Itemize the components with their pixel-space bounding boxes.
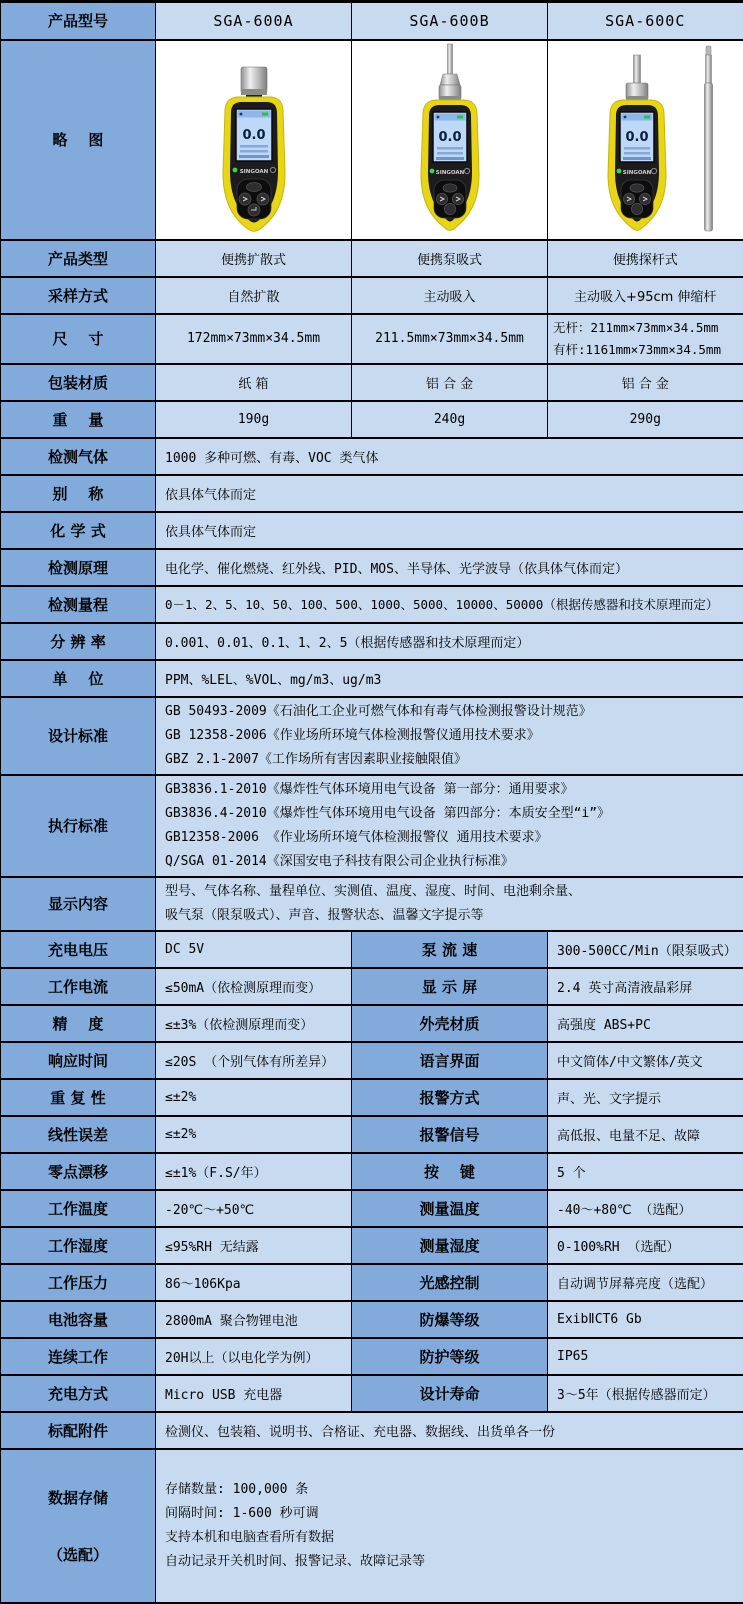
row-label: 连续工作 xyxy=(1,1338,156,1375)
spec-value: 172mm×73mm×34.5mm xyxy=(156,314,352,364)
row-label: 显示内容 xyxy=(1,877,156,931)
row-label: 分 辨 率 xyxy=(1,623,156,660)
spec-value: 2800mA 聚合物锂电池 xyxy=(156,1301,352,1338)
row-label: 零点漂移 xyxy=(1,1153,156,1190)
standard-line: GB 12358-2006《作业场所环境气体检测报警仪通用技术要求》 xyxy=(165,724,734,748)
row-label: 响应时间 xyxy=(1,1042,156,1079)
spec-value: 声、光、文字提示 xyxy=(548,1079,743,1116)
row-label: 测量湿度 xyxy=(352,1227,548,1264)
row-label: 工作电流 xyxy=(1,968,156,1005)
row-label: 检测量程 xyxy=(1,586,156,623)
row-detection-range xyxy=(1,586,743,623)
row-label: 泵 流 速 xyxy=(352,931,548,968)
spec-value xyxy=(156,697,743,775)
row-weight xyxy=(1,401,743,438)
spec-value: 自然扩散 xyxy=(156,277,352,314)
spec-value: PPM、%LEL、%VOL、mg/m3、ug/m3 xyxy=(156,660,743,697)
header-row xyxy=(1,2,743,40)
spec-value: 5 个 xyxy=(548,1153,743,1190)
row-label: 工作湿度 xyxy=(1,1227,156,1264)
device-image-cell-c xyxy=(548,40,743,240)
spec-value: 3～5年（根据传感器而定） xyxy=(548,1375,743,1412)
spec-value: 依具体气体而定 xyxy=(156,475,743,512)
device-screen xyxy=(620,112,654,162)
spec-value: 211.5mm×73mm×34.5mm xyxy=(352,314,548,364)
device-image-cell-b xyxy=(352,40,548,240)
row-label: 单 位 xyxy=(1,660,156,697)
row-executive-standard xyxy=(1,775,743,877)
spec-value: 自动调节屏幕亮度（选配） xyxy=(548,1264,743,1301)
standard-line: GB3836.1-2010《爆炸性气体环境用电气设备 第一部分：通用要求》 xyxy=(165,778,734,802)
storage-line: 存储数量: 100,000 条 xyxy=(165,1478,734,1502)
spec-value: ≤50mA（依检测原理而变） xyxy=(156,968,352,1005)
screen-reading: 0.0 xyxy=(625,130,648,145)
row-label: 电池容量 xyxy=(1,1301,156,1338)
spec-value: 240g xyxy=(352,401,548,438)
row-label: 外壳材质 xyxy=(352,1005,548,1042)
row-working-humidity-measure-humidity xyxy=(1,1227,743,1264)
spec-value: 主动吸入+95cm 伸缩杆 xyxy=(548,277,743,314)
brand-label: SINGOAN xyxy=(623,170,652,176)
spec-value: ≤±1%（F.S/年） xyxy=(156,1153,352,1190)
row-repeatability-alarm-mode xyxy=(1,1079,743,1116)
spec-value: DC 5V xyxy=(156,931,352,968)
display-line: 型号、气体名称、量程单位、实测值、温度、湿度、时间、电池剩余量、 xyxy=(165,880,734,904)
row-resolution xyxy=(1,623,743,660)
led-indicator xyxy=(233,167,238,172)
dimension-line: 有杆:1161mm×73mm×34.5mm xyxy=(553,339,738,361)
spec-value: 1000 多种可燃、有毒、VOC 类气体 xyxy=(156,438,743,475)
spec-value: 中文简体/中文繁体/英文 xyxy=(548,1042,743,1079)
row-data-storage xyxy=(1,1449,743,1603)
spec-value: ≤±2% xyxy=(156,1116,352,1153)
pump-probe xyxy=(439,44,461,100)
spec-value: 高强度 ABS+PC xyxy=(548,1005,743,1042)
row-label: 设计标准 xyxy=(1,697,156,775)
row-label: 标配附件 xyxy=(1,1412,156,1449)
row-label: 设计寿命 xyxy=(352,1375,548,1412)
row-alias xyxy=(1,475,743,512)
row-battery-explosion-rating xyxy=(1,1301,743,1338)
brand-label: SINGOAN xyxy=(436,170,465,176)
row-label: 充电电压 xyxy=(1,931,156,968)
spec-value: 主动吸入 xyxy=(352,277,548,314)
spec-value: 86～106Kpa xyxy=(156,1264,352,1301)
row-unit xyxy=(1,660,743,697)
row-label: 防护等级 xyxy=(352,1338,548,1375)
storage-line: 支持本机和电脑查看所有数据 xyxy=(165,1526,734,1550)
row-zero-drift-buttons xyxy=(1,1153,743,1190)
row-detection-principle xyxy=(1,549,743,586)
spec-value: 0-100%RH （选配） xyxy=(548,1227,743,1264)
spec-value: 便携探杆式 xyxy=(548,240,743,277)
row-label: 别 称 xyxy=(1,475,156,512)
spec-value: 300-500CC/Min（限泵吸式） xyxy=(548,931,743,968)
row-detected-gases xyxy=(1,438,743,475)
row-label: 防爆等级 xyxy=(352,1301,548,1338)
row-accuracy-housing xyxy=(1,1005,743,1042)
spec-value: ExibⅡCT6 Gb xyxy=(548,1301,743,1338)
sensor-cap xyxy=(241,67,267,100)
model-name-sga600b: SGA-600B xyxy=(352,2,548,40)
row-label: 充电方式 xyxy=(1,1375,156,1412)
spec-value: ≤95%RH 无结露 xyxy=(156,1227,352,1264)
spec-value: 依具体气体而定 xyxy=(156,512,743,549)
row-accessories xyxy=(1,1412,743,1449)
spec-value: 铝 合 金 xyxy=(548,364,743,401)
pump-probe xyxy=(626,55,648,100)
model-name-sga600c: SGA-600C xyxy=(548,2,743,40)
row-label: 重 复 性 xyxy=(1,1079,156,1116)
spec-value: ≤±2% xyxy=(156,1079,352,1116)
spec-value: -40～+80℃ （选配） xyxy=(548,1190,743,1227)
spec-value: 2.4 英寸高清液晶彩屏 xyxy=(548,968,743,1005)
row-label: 检测气体 xyxy=(1,438,156,475)
standard-line: GB3836.4-2010《爆炸性气体环境用电气设备 第四部分：本质安全型“i”》 xyxy=(165,802,734,826)
sketch-label: 略 图 xyxy=(1,40,156,240)
display-line: 吸气泵（限泵吸式）、声音、报警状态、温馨文字提示等 xyxy=(165,904,734,928)
row-label: 精 度 xyxy=(1,1005,156,1042)
row-label: 重 量 xyxy=(1,401,156,438)
spec-value: 高低报、电量不足、故障 xyxy=(548,1116,743,1153)
brand-label: SINGOAN xyxy=(240,169,269,175)
device-screen xyxy=(236,109,272,161)
row-charge-voltage-pump-flow xyxy=(1,931,743,968)
device-image-cell-a xyxy=(156,40,352,240)
spec-value: 便携扩散式 xyxy=(156,240,352,277)
row-label: 报警信号 xyxy=(352,1116,548,1153)
row-label: 化 学 式 xyxy=(1,512,156,549)
keypad xyxy=(434,180,466,218)
spec-value: 铝 合 金 xyxy=(352,364,548,401)
screen-reading: 0.0 xyxy=(438,130,461,145)
row-label: 包装材质 xyxy=(1,364,156,401)
spec-value: -20℃～+50℃ xyxy=(156,1190,352,1227)
spec-value: 290g xyxy=(548,401,743,438)
spec-value: 检测仪、包装箱、说明书、合格证、充电器、数据线、出货单各一份 xyxy=(156,1412,743,1449)
row-label: 产品类型 xyxy=(1,240,156,277)
sketch-row xyxy=(1,40,743,240)
spec-value: ≤±3%（依检测原理而变） xyxy=(156,1005,352,1042)
spec-value: 便携泵吸式 xyxy=(352,240,548,277)
spec-value: 20H以上（以电化学为例） xyxy=(156,1338,352,1375)
row-label-line: （选配） xyxy=(2,1544,154,1565)
device-image-sga600c xyxy=(548,41,743,239)
spec-value: 190g xyxy=(156,401,352,438)
row-dimensions xyxy=(1,314,743,364)
spec-value: 电化学、催化燃烧、红外线、PID、MOS、半导体、光学波导（依具体气体而定） xyxy=(156,549,743,586)
row-continuous-work-protection-rating xyxy=(1,1338,743,1375)
row-chemical-formula xyxy=(1,512,743,549)
standard-line: Q/SGA 01-2014《深国安电子科技有限公司企业执行标准》 xyxy=(165,850,734,874)
row-working-current-display xyxy=(1,968,743,1005)
row-label: 线性误差 xyxy=(1,1116,156,1153)
spec-value: 0－1、2、5、10、50、100、500、1000、5000、10000、50000（根据传感器和技术原理而定） xyxy=(156,586,743,623)
spec-value xyxy=(548,314,743,364)
keypad xyxy=(621,180,653,218)
standard-line: GBZ 2.1-2007《工作场所有害因素职业接触限值》 xyxy=(165,748,734,772)
row-label: 工作压力 xyxy=(1,1264,156,1301)
spec-value: 0.001、0.01、0.1、1、2、5（根据传感器和技术原理而定） xyxy=(156,623,743,660)
row-label: 尺 寸 xyxy=(1,314,156,364)
telescopic-rod xyxy=(705,46,713,231)
row-design-standard xyxy=(1,697,743,775)
row-charging-method-design-life xyxy=(1,1375,743,1412)
row-working-pressure-light-control xyxy=(1,1264,743,1301)
row-packaging xyxy=(1,364,743,401)
row-label: 报警方式 xyxy=(352,1079,548,1116)
row-label: 执行标准 xyxy=(1,775,156,877)
standard-line: GB 50493-2009《石油化工企业可燃气体和有毒气体检测报警设计规范》 xyxy=(165,700,734,724)
row-label: 工作温度 xyxy=(1,1190,156,1227)
row-product-type xyxy=(1,240,743,277)
spec-value xyxy=(156,877,743,931)
row-sampling-method xyxy=(1,277,743,314)
device-screen xyxy=(433,112,467,162)
spec-value: ≤20S （个别气体有所差异） xyxy=(156,1042,352,1079)
row-label: 检测原理 xyxy=(1,549,156,586)
keypad xyxy=(237,179,271,219)
standard-line: GB12358-2006 《作业场所环境气体检测报警仪 通用技术要求》 xyxy=(165,826,734,850)
row-label: 显 示 屏 xyxy=(352,968,548,1005)
row-label: 采样方式 xyxy=(1,277,156,314)
row-response-time-language xyxy=(1,1042,743,1079)
dimension-line: 无杆：211mm×73mm×34.5mm xyxy=(553,317,738,339)
screen-reading: 0.0 xyxy=(242,128,265,143)
spec-value xyxy=(156,775,743,877)
model-name-sga600a: SGA-600A xyxy=(156,2,352,40)
device-image-sga600a xyxy=(156,41,352,239)
spec-value: IP65 xyxy=(548,1338,743,1375)
row-label: 光感控制 xyxy=(352,1264,548,1301)
row-display-content xyxy=(1,877,743,931)
row-label-line: 数据存储 xyxy=(2,1487,154,1508)
row-label xyxy=(1,1449,156,1603)
device-image-sga600b xyxy=(352,41,548,239)
row-label: 语言界面 xyxy=(352,1042,548,1079)
header-label: 产品型号 xyxy=(1,2,156,40)
storage-line: 间隔时间: 1-600 秒可调 xyxy=(165,1502,734,1526)
spec-value xyxy=(156,1449,743,1603)
led-indicator xyxy=(430,168,435,173)
led-indicator xyxy=(617,168,622,173)
storage-line: 自动记录开关机时间、报警记录、故障记录等 xyxy=(165,1550,734,1574)
row-label: 测量温度 xyxy=(352,1190,548,1227)
spec-value: 纸 箱 xyxy=(156,364,352,401)
row-working-temp-measure-temp xyxy=(1,1190,743,1227)
spec-value: Micro USB 充电器 xyxy=(156,1375,352,1412)
row-label: 按 键 xyxy=(352,1153,548,1190)
row-linearity-alarm-signal xyxy=(1,1116,743,1153)
